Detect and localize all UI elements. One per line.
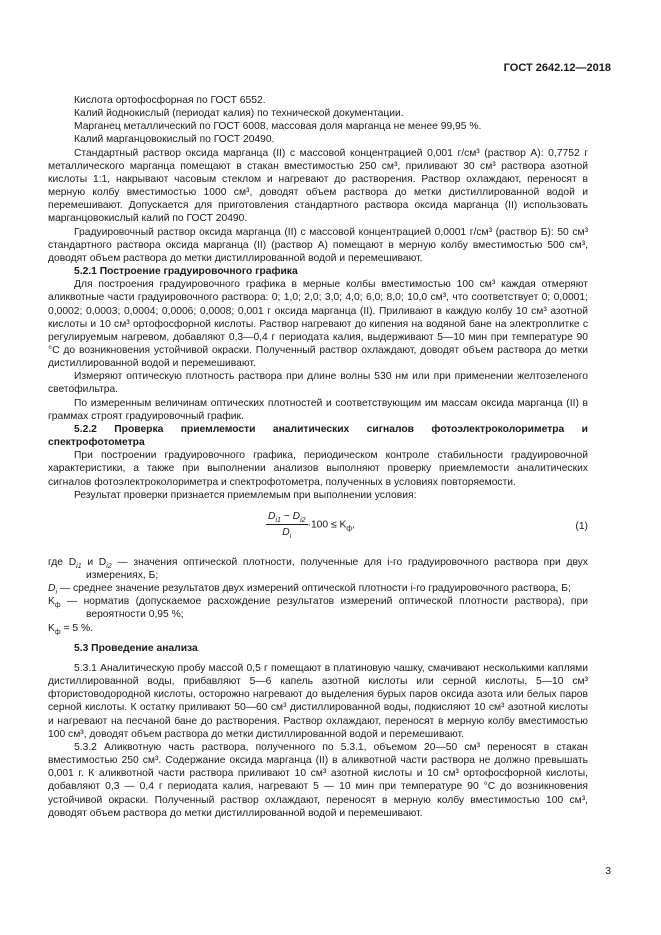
section-522-paragraph: Результат проверки признается приемлемым при выполнении условия: — [74, 489, 417, 501]
formula-numerator: $D_{i1} - D_{i2}$ — [268, 510, 306, 524]
reagent-item: Калий йоднокислый (периодат калия) по технической документации. — [74, 108, 404, 120]
reagent-item: Кислота ортофосфорная по ГОСТ 6552. — [74, 95, 266, 106]
page-number: 3 — [605, 866, 611, 877]
section-53-heading: 5.3 Проведение анализа — [74, 642, 198, 654]
formula-number: (1) — [575, 520, 588, 532]
reagent-item: Калий марганцовокислый по ГОСТ 20490. — [74, 134, 275, 146]
solution-b-paragraph: Градуировочный раствор оксида марганца (II) с массовой концентрацией 0,0001 г/см³ (раствор Б): 50 см³ стандартного раствора оксида марганца (II) (раствор А) помещают в мерную колбу вместимостью 500 см³, доводят объем раствора до метки дистиллированной водой и перемешивают. — [48, 226, 588, 264]
section-521-heading: 5.2.1 Построение градуировочного графика — [74, 266, 298, 278]
section-522-heading: 5.2.2 Проверка приемлемости аналитических сигналов фотоэлектроколориметра и спектрофотометра — [48, 423, 588, 449]
solution-a-paragraph: Стандартный раствор оксида марганца (II) с массовой концентрацией 0,001 г/см³ (раствор А): 0,7752 г металлического марганца помещают в стакан вместимостью 250 см³, приливают 30 см³ раствора азотной кислоты 1:1, накрывают часовым стеклом и нагревают до растворения. Раствор охлаждают, переносят в мерную колбу вместимостью 1000 см³, доводят объем раствора до метки дистиллированной водой и перемешивают. Допускается для приготовления стандартного раствора оксида марганца (II) использовать марганцовокислый калий по ГОСТ 20490. — [48, 147, 588, 225]
formula-1 — [48, 508, 588, 548]
section-521-paragraph: По измеренным величинам оптических плотностей и соответствующим им массам оксида марганца (II) в граммах строят градуировочный график. — [48, 397, 588, 422]
definition-item: $K_ф = 5$ %. — [48, 622, 93, 636]
definition-item: $K_ф$ — норматив (допускаемое расхождение результатов измерений оптической плотности раствора), при вероятности 0,95 %; — [48, 596, 588, 621]
reagent-item: Марганец металлический по ГОСТ 6008, массовая доля марганца не менее 99,95 %. — [74, 121, 482, 133]
formula-fraction — [266, 510, 308, 539]
section-53-paragraph: 5.3.2 Аликвотную часть раствора, полученного по 5.3.1, объемом 20—50 см³ переносят в стакан вместимостью 250 см³. Содержание оксида марганца (II) в аликвотной части раствора не должно превышать 0,001 г. К аликвотной части раствора приливают 10 см³ азотной кислоты и 10 см³ ортофосфорной кислоты, добавляют 0,3 — 0,4 г периодата калия, нагревают 5 — 10 мин при температуре 90 °С до возникновения устойчивой окраски. Полученный раствор охлаждают, переносят в мерную колбу вместимостью 100 см³, доводят объем раствора до метки дистиллированной водой и перемешивают. — [48, 741, 588, 819]
section-522-paragraph: При построении градуировочного графика, периодическом контроле стабильности градуировочной характеристики, а также при выполнении анализов выполняют проверку приемлемости аналитических сигналов фотоэлектроколориметра и спектрофотометра, полученных в условиях повторяемости. — [48, 450, 588, 488]
section-521-paragraph: Для построения градуировочного графика в мерные колбы вместимостью 100 см³ каждая отмеряют аликвотные части градуировочного раствора: 0; 1,0; 2,0; 3,0; 4,0; 6,0; 8,0; 10,0 см³, что соответствует 0; 0,0001; 0,0002; 0,0003; 0,0004; 0,0006; 0,0008; 0,001 г оксида марганца (II). Приливают в каждую колбу 10 см³ азотной кислоты и 10 см³ ортофосфорной кислоты. Раствор нагревают до кипения на водяной бане на электроплитке с регулируемым нагревом, добавляют 0,3—0,4 г периодата калия, выдерживают 5—10 мин при температуре 90 °С до возникновения устойчивой окраски. Полученный раствор охлаждают, доводят объем раствора до метки дистиллированной водой и перемешивают. — [48, 279, 588, 370]
definition-item: $D_i$ — среднее значение результатов двух измерений оптической плотности i-го градуировочного раствора, Б; — [48, 583, 571, 597]
document-body — [48, 94, 588, 820]
document-header: ГОСТ 2642.12—2018 — [503, 62, 611, 74]
formula-denominator: $D_i$ — [282, 527, 292, 541]
formula-expression: $\frac{D_{i1} - D_{i2}}{D_i}$ $\cdot 100 \le K_ф$, — [268, 510, 356, 541]
formula-definitions — [48, 556, 588, 635]
definition-item: где $D_{i1}$ и $D_{i2}$ — значения оптической плотности, полученные для i-го градуировочного раствора при двух измерениях, Б; — [48, 556, 588, 581]
section-53-paragraph: 5.3.1 Аналитическую пробу массой 0,5 г помещают в платиновую чашку, смачивают несколькими каплями дистиллированной воды, прибавляют 5—6 капель азотной кислоты или серной кислоты, 5—10 см³ фтористоводородной кислоты, осторожно нагревают до выделения бурых паров оксида азота или белых паров серной кислоты. К остатку приливают 50—60 см³ дистиллированной воды, подкисляют 10 см³ азотной кислоты и нагревают на песчаной бане до растворения. Раствор охлаждают, переносят в мерную колбу вместимостью 100 см³, доводят объем раствора до метки дистиллированной водой и перемешивают. — [48, 662, 588, 740]
section-521-paragraph: Измеряют оптическую плотность раствора при длине волны 530 нм или при применении желтозеленого светофильтра. — [48, 371, 588, 396]
